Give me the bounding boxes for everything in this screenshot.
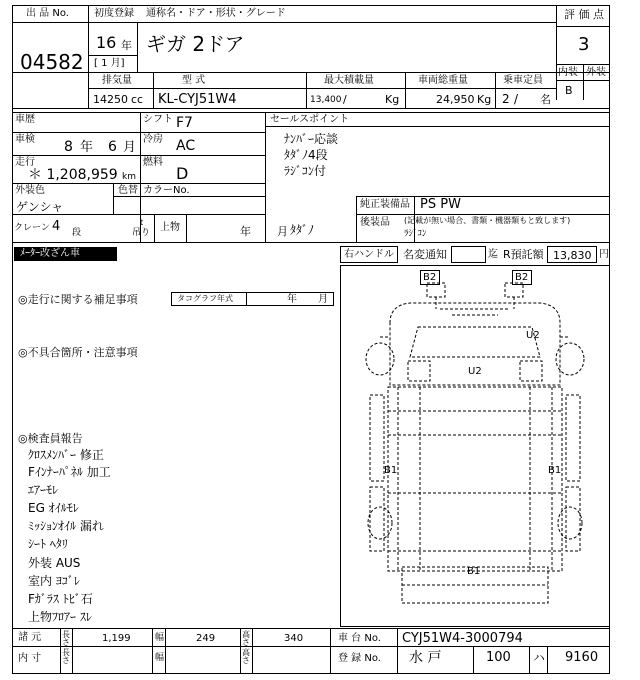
driving-remarks-label: ◎走行に関する補足事項 bbox=[18, 293, 138, 306]
fuel-label: 燃料 bbox=[143, 157, 163, 168]
inspector-item: ｴｱｰﾓﾚ bbox=[28, 483, 59, 497]
registration-region: 水 戸 bbox=[409, 650, 442, 666]
interior-width-label: 幅 bbox=[155, 653, 165, 663]
damage-mark-b2-right bbox=[512, 270, 532, 285]
damage-mark-label: B2 bbox=[515, 272, 529, 283]
max-load-unit: Kg bbox=[385, 93, 400, 106]
inspector-report-label: ◎検査員報告 bbox=[18, 432, 83, 445]
mileage-value: ＊ 1,208,959 bbox=[28, 167, 118, 183]
history-label: 車歴 bbox=[15, 114, 35, 125]
fuel-value: D bbox=[176, 164, 189, 183]
capacity-slash: / bbox=[514, 92, 519, 106]
inspector-item: ｸﾛｽﾒﾝﾊﾞｰ 修正 bbox=[28, 448, 104, 462]
dimensions-label: 諸 元 bbox=[18, 632, 42, 643]
tachograph-box bbox=[171, 292, 334, 306]
tachograph-divider bbox=[246, 292, 247, 306]
exterior-color-label: 外装色 bbox=[15, 185, 45, 196]
car-name-label: 通称名・ドア・形状・グレード bbox=[146, 8, 286, 19]
equipment-value: PS PW bbox=[420, 197, 461, 212]
crane-steps-unit: 段 bbox=[72, 228, 82, 238]
model-label: 型 式 bbox=[182, 75, 206, 86]
name-change-box bbox=[451, 246, 486, 263]
first-registration-year: 16 bbox=[96, 33, 117, 52]
recycle-fee-value: 13,830 bbox=[553, 249, 592, 262]
aftermarket-value: ﾗｼﾞｺﾝ bbox=[404, 229, 427, 239]
recycle-fee-unit: 円 bbox=[599, 249, 609, 260]
gross-weight-value: 24,950 bbox=[436, 93, 475, 106]
deck-month-unit: 月 bbox=[277, 225, 288, 238]
defects-label: ◎不具合箇所・注意事項 bbox=[18, 346, 138, 359]
grade-value: 3 bbox=[578, 34, 590, 55]
first-registration-month: [ 1 月] bbox=[94, 58, 125, 69]
length-value: 1,199 bbox=[102, 633, 131, 644]
sales-point-2: ﾀﾀﾞﾉ4段 bbox=[284, 148, 328, 162]
tachograph-label: タコグラフ年式 bbox=[177, 294, 233, 303]
recycle-fee-label: R預託額 bbox=[503, 248, 544, 261]
height-value: 340 bbox=[284, 633, 304, 644]
aftermarket-note: (記載が無い場合、書類・機器類もと致します) bbox=[404, 216, 571, 225]
capacity-value: 2 bbox=[502, 92, 510, 106]
damage-mark-b1-right: B1 bbox=[548, 465, 562, 476]
inspection-year: 8 bbox=[64, 139, 73, 155]
model-value: KL-CYJ51W4 bbox=[158, 92, 237, 107]
name-change-label: 名変通知 bbox=[403, 248, 447, 261]
chassis-value: CYJ51W4-3000794 bbox=[402, 631, 523, 646]
max-load-label: 最大積載量 bbox=[324, 75, 374, 86]
meter-tamper-badge bbox=[14, 247, 117, 261]
color-code-label: カラーNo. bbox=[143, 185, 190, 196]
damage-mark-b2-left bbox=[420, 270, 440, 285]
inspection-year-unit: 年 bbox=[80, 140, 94, 155]
color-change-label: 色替 bbox=[118, 185, 138, 196]
registration-label: 登 録 No. bbox=[338, 653, 381, 664]
registration-class: 100 bbox=[486, 650, 511, 665]
right-handle-box bbox=[340, 246, 398, 263]
displacement-unit: cc bbox=[131, 93, 144, 106]
crane-ton-unit: t bbox=[140, 218, 144, 227]
aftermarket-label: 後装品 bbox=[360, 217, 390, 228]
inspector-item: 上物ﾌﾛｱｰ ｽﾚ bbox=[28, 610, 92, 624]
lot-number-label: 出 品 No. bbox=[26, 8, 69, 19]
year-unit: 年 bbox=[121, 39, 132, 52]
exterior-color-value: ゲンシャ bbox=[16, 200, 64, 214]
damage-mark-b1-rear: B1 bbox=[467, 566, 481, 577]
damage-mark-b1-left: B1 bbox=[384, 465, 398, 476]
inspector-item: EG ｵｲﾙﾓﾚ bbox=[28, 501, 79, 515]
capacity-label: 乗車定員 bbox=[503, 75, 543, 86]
car-name: ギガ 2ドア bbox=[146, 32, 245, 56]
grade-label: 評 価 点 bbox=[564, 8, 604, 21]
inspector-item: Fｶﾞﾗｽ ﾄﾋﾞ石 bbox=[28, 592, 93, 606]
exterior-grade-label: 外装 bbox=[586, 67, 606, 78]
mileage-label: 走行 bbox=[15, 157, 35, 168]
damage-mark-label: B2 bbox=[423, 272, 437, 283]
interior-dims-label: 内 寸 bbox=[18, 653, 42, 664]
crane-steps: 4 bbox=[52, 219, 61, 234]
deck-type: ﾀﾀﾞﾉ bbox=[290, 223, 315, 237]
first-registration-label: 初度登録 bbox=[94, 8, 134, 19]
ac-label: 冷房 bbox=[143, 134, 163, 145]
interior-height-label: 高さ bbox=[242, 648, 250, 666]
displacement-label: 排気量 bbox=[102, 75, 132, 86]
tachograph-year-unit: 年 bbox=[287, 294, 297, 305]
displacement-value: 14250 bbox=[93, 93, 128, 106]
registration-number: 9160 bbox=[565, 650, 599, 665]
chassis-label: 車 台 No. bbox=[338, 633, 381, 644]
mileage-unit: km bbox=[122, 172, 136, 182]
width-label: 幅 bbox=[155, 633, 165, 643]
inspection-month: 6 bbox=[108, 139, 117, 155]
inspector-item: Fｲﾝﾅｰﾊﾟﾈﾙ 加工 bbox=[28, 465, 111, 479]
until-label: 迄 bbox=[488, 249, 498, 260]
gross-weight-unit: Kg bbox=[477, 93, 492, 106]
inspector-item: ﾐｯｼｮﾝｵｲﾙ 漏れ bbox=[28, 519, 104, 533]
length-label: 長さ bbox=[62, 630, 70, 648]
deck-year-unit: 年 bbox=[240, 225, 251, 238]
interior-grade-label: 内装 bbox=[558, 67, 578, 78]
width-value: 249 bbox=[196, 633, 216, 644]
sales-point-label: セールスポイント bbox=[270, 114, 350, 125]
shift-label: シフト bbox=[143, 114, 173, 125]
crane-label: クレーン bbox=[14, 223, 50, 233]
equipment-label: 純正装備品 bbox=[360, 199, 410, 210]
inspection-month-unit: 月 bbox=[123, 140, 137, 155]
max-load-value: 13,400 bbox=[310, 95, 342, 105]
recycle-fee-box bbox=[547, 246, 597, 263]
inspection-label: 車検 bbox=[15, 134, 35, 145]
interior-length-label: 長さ bbox=[62, 648, 70, 666]
right-handle-text: 右ハンドル bbox=[344, 249, 394, 260]
inspector-item: 室内 ﾖｺﾞﾚ bbox=[28, 574, 80, 588]
sales-point-1: ﾅﾝﾊﾞｰ応談 bbox=[284, 132, 339, 146]
tachograph-month-unit: 月 bbox=[318, 294, 328, 305]
height-label: 高さ bbox=[242, 630, 250, 648]
damage-mark-u2-side: U2 bbox=[526, 330, 540, 341]
gross-weight-label: 車両総重量 bbox=[418, 75, 468, 86]
interior-grade-value: B bbox=[565, 84, 573, 97]
max-load-slash: / bbox=[343, 93, 347, 106]
inspector-item: 外装 AUS bbox=[28, 556, 81, 570]
meter-tamper-text: ﾒｰﾀｰ改ざん車 bbox=[20, 248, 80, 259]
crane-hook-unit: 吊り bbox=[132, 228, 151, 238]
registration-kana: ハ bbox=[533, 651, 546, 665]
damage-mark-u2-roof: U2 bbox=[468, 366, 482, 377]
inspector-item: ｼｰﾄ ﾍﾀﾘ bbox=[28, 537, 68, 551]
ac-value: AC bbox=[176, 138, 196, 154]
shift-value: F7 bbox=[176, 115, 193, 131]
capacity-unit: 名 bbox=[540, 93, 551, 106]
deck-label: 上物 bbox=[160, 222, 180, 233]
sales-point-3: ﾗｼﾞｺﾝ付 bbox=[284, 164, 327, 178]
lot-number: 04582 bbox=[20, 50, 84, 74]
